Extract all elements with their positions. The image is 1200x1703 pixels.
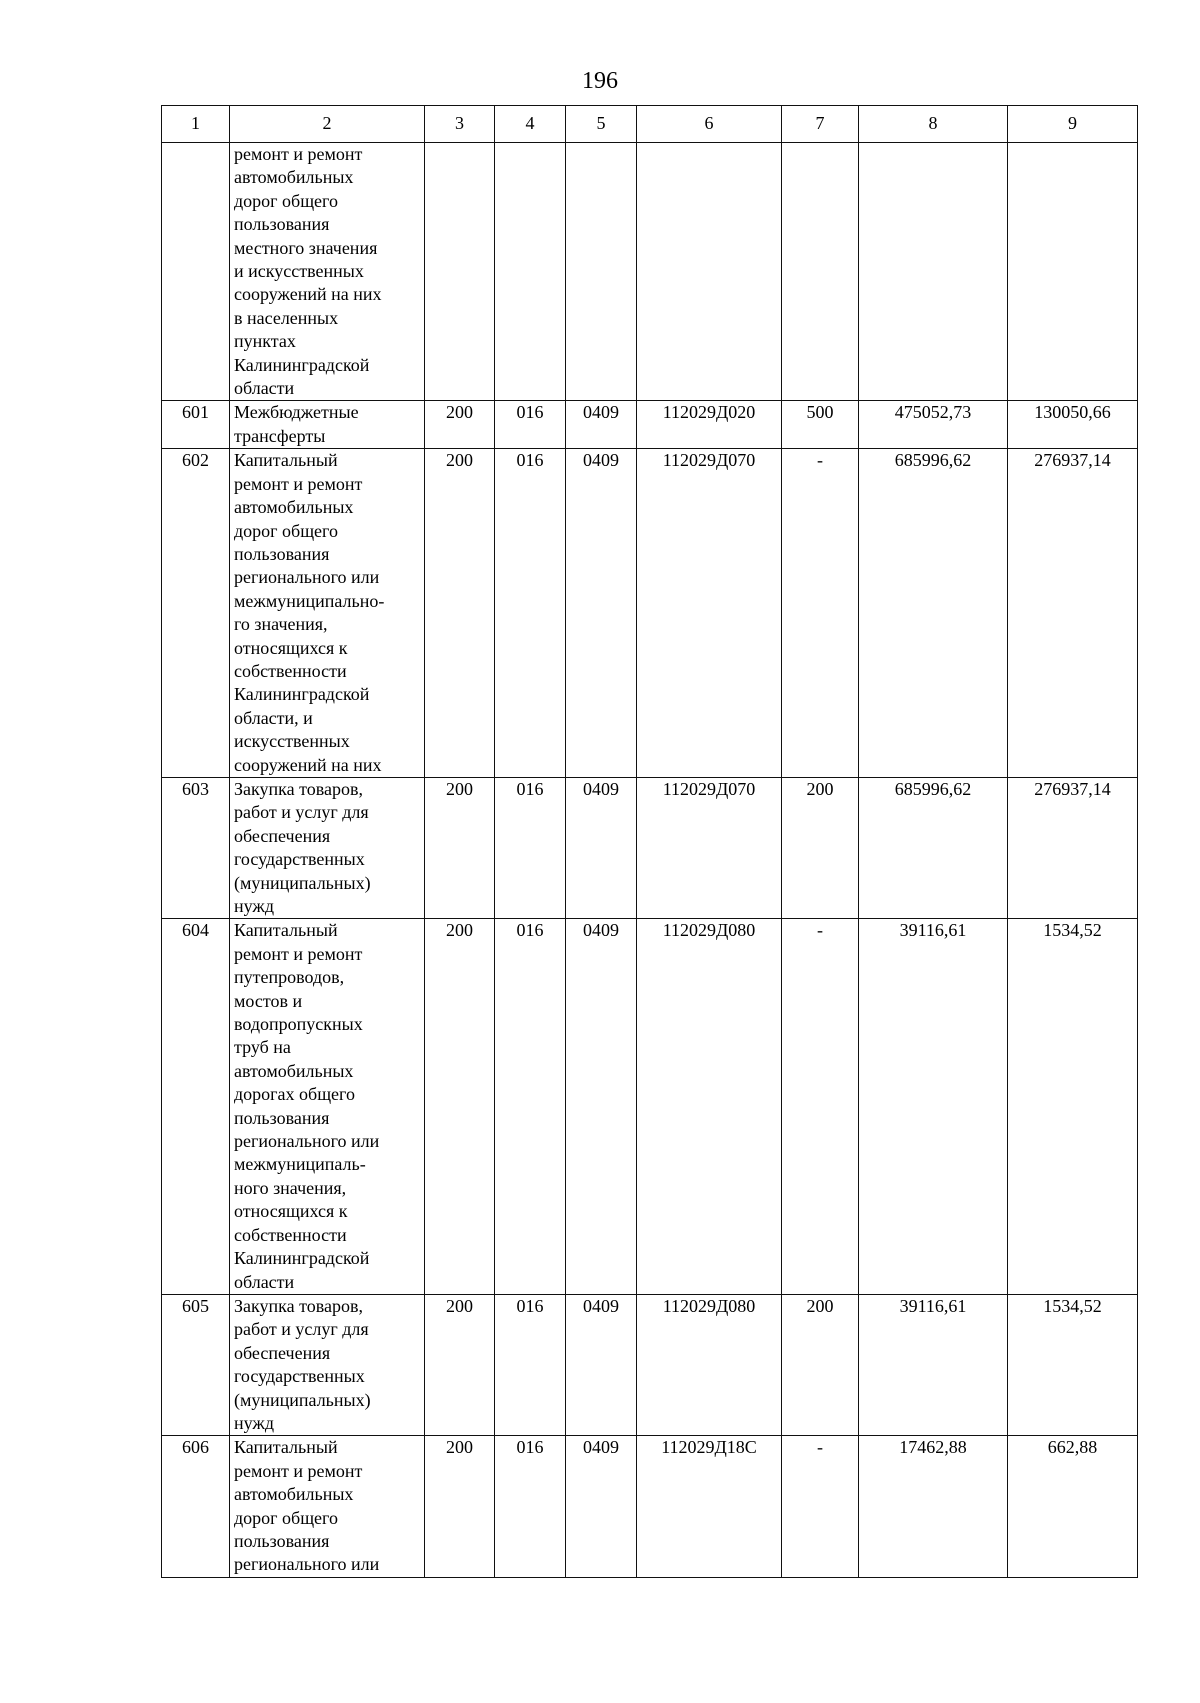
- code-cell: 200: [425, 1436, 495, 1577]
- description-line: Закупка товаров,: [234, 778, 363, 799]
- expense-type-cell: -: [782, 919, 859, 1295]
- table-row: [162, 143, 1138, 401]
- expense-type-cell: -: [782, 449, 859, 778]
- target-code-cell: 112029Д070: [637, 777, 782, 918]
- table-row: [162, 401, 1138, 449]
- description-line: дорогах общего: [234, 1084, 355, 1105]
- section-cell: 0409: [566, 919, 637, 1295]
- code-cell: 016: [495, 777, 566, 918]
- table-header-row: [162, 106, 1138, 143]
- code-cell: 016: [495, 919, 566, 1295]
- description-line: сооружений на них: [234, 754, 382, 775]
- code-cell: 016: [495, 401, 566, 449]
- column-header: 2: [230, 106, 425, 143]
- section-cell: 0409: [566, 777, 637, 918]
- description-line: Закупка товаров,: [234, 1295, 363, 1316]
- section-cell: 0409: [566, 1294, 637, 1435]
- description-line: автомобильных: [234, 1060, 354, 1081]
- amount-cell: 475052,73: [859, 401, 1008, 449]
- row-number-cell: 604: [162, 919, 230, 1295]
- code-cell: [495, 143, 566, 401]
- description-line: трансферты: [234, 425, 326, 446]
- description-cell: [230, 1436, 425, 1577]
- description-line: автомобильных: [234, 497, 354, 518]
- table-row: [162, 449, 1138, 778]
- code-cell: [425, 143, 495, 401]
- code-cell: 200: [425, 401, 495, 449]
- description-line: межмуниципаль-: [234, 1154, 366, 1175]
- amount-cell: 276937,14: [1008, 777, 1138, 918]
- description-line: работ и услуг для: [234, 802, 369, 823]
- table-row: [162, 919, 1138, 1295]
- description-cell: [230, 777, 425, 918]
- description-line: труб на: [234, 1037, 291, 1058]
- description-cell: [230, 401, 425, 449]
- table-row: [162, 777, 1138, 918]
- code-cell: 016: [495, 449, 566, 778]
- description-line: Калининградской: [234, 684, 370, 705]
- description-line: работ и услуг для: [234, 1319, 369, 1340]
- column-header: 8: [859, 106, 1008, 143]
- description-cell: [230, 143, 425, 401]
- description-line: ремонт и ремонт: [234, 144, 363, 164]
- description-line: государственных: [234, 849, 365, 870]
- description-line: ремонт и ремонт: [234, 473, 363, 494]
- section-cell: 0409: [566, 1436, 637, 1577]
- column-header: 1: [162, 106, 230, 143]
- section-cell: [566, 143, 637, 401]
- description-line: межмуниципально-: [234, 590, 385, 611]
- page-number: 196: [582, 68, 618, 94]
- code-cell: 200: [425, 919, 495, 1295]
- description-line: местного значения: [234, 237, 378, 258]
- row-number-cell: 605: [162, 1294, 230, 1435]
- table-row: [162, 1294, 1138, 1435]
- amount-cell: 130050,66: [1008, 401, 1138, 449]
- code-cell: 200: [425, 777, 495, 918]
- description-line: относящихся к: [234, 637, 348, 658]
- description-line: обеспечения: [234, 825, 331, 846]
- section-cell: 0409: [566, 449, 637, 778]
- description-line: области, и: [234, 707, 313, 728]
- target-code-cell: 112029Д080: [637, 919, 782, 1295]
- description-line: водопропускных: [234, 1014, 363, 1035]
- code-cell: 016: [495, 1294, 566, 1435]
- description-line: пользования: [234, 214, 330, 235]
- column-header: 9: [1008, 106, 1138, 143]
- description-line: ремонт и ремонт: [234, 943, 363, 964]
- description-line: ного значения,: [234, 1177, 347, 1198]
- description-line: собственности: [234, 1224, 347, 1245]
- description-line: путепроводов,: [234, 967, 345, 988]
- row-number-cell: 603: [162, 777, 230, 918]
- description-line: Межбюджетные: [234, 402, 359, 423]
- description-line: Калининградской: [234, 354, 370, 375]
- description-line: автомобильных: [234, 1484, 354, 1505]
- column-header: 6: [637, 106, 782, 143]
- amount-cell: 17462,88: [859, 1436, 1008, 1577]
- description-line: дорог общего: [234, 1507, 338, 1528]
- row-number-cell: 601: [162, 401, 230, 449]
- description-line: автомобильных: [234, 167, 354, 188]
- target-code-cell: 112029Д020: [637, 401, 782, 449]
- amount-cell: 685996,62: [859, 777, 1008, 918]
- column-header: 3: [425, 106, 495, 143]
- description-line: ремонт и ремонт: [234, 1460, 363, 1481]
- description-cell: [230, 919, 425, 1295]
- column-header: 4: [495, 106, 566, 143]
- expense-type-cell: 200: [782, 777, 859, 918]
- amount-cell: [859, 143, 1008, 401]
- target-code-cell: [637, 143, 782, 401]
- description-line: пунктах: [234, 331, 296, 352]
- target-code-cell: 112029Д070: [637, 449, 782, 778]
- description-line: нужд: [234, 896, 274, 916]
- column-header: 7: [782, 106, 859, 143]
- row-number-cell: [162, 143, 230, 401]
- description-line: области: [234, 1271, 295, 1292]
- column-header: 5: [566, 106, 637, 143]
- description-line: обеспечения: [234, 1342, 331, 1363]
- expense-type-cell: 200: [782, 1294, 859, 1435]
- amount-cell: 39116,61: [859, 1294, 1008, 1435]
- row-number-cell: 606: [162, 1436, 230, 1577]
- amount-cell: 1534,52: [1008, 1294, 1138, 1435]
- description-line: (муниципальных): [234, 1389, 371, 1410]
- description-cell: [230, 1294, 425, 1435]
- description-cell: [230, 449, 425, 778]
- expense-type-cell: -: [782, 1436, 859, 1577]
- description-line: го значения,: [234, 614, 328, 635]
- description-line: относящихся к: [234, 1201, 348, 1222]
- expense-type-cell: 500: [782, 401, 859, 449]
- expense-type-cell: [782, 143, 859, 401]
- code-cell: 200: [425, 449, 495, 778]
- description-line: собственности: [234, 660, 347, 681]
- description-line: и искусственных: [234, 261, 364, 282]
- description-line: регионального или: [234, 1554, 380, 1575]
- code-cell: 200: [425, 1294, 495, 1435]
- description-line: в населенных: [234, 307, 339, 328]
- amount-cell: [1008, 143, 1138, 401]
- amount-cell: 39116,61: [859, 919, 1008, 1295]
- description-line: нужд: [234, 1412, 274, 1433]
- row-number-cell: 602: [162, 449, 230, 778]
- amount-cell: 685996,62: [859, 449, 1008, 778]
- description-line: пользования: [234, 1107, 330, 1128]
- table-row: [162, 1436, 1138, 1577]
- code-cell: 016: [495, 1436, 566, 1577]
- description-line: дорог общего: [234, 190, 338, 211]
- target-code-cell: 112029Д080: [637, 1294, 782, 1435]
- description-line: регионального или: [234, 1131, 380, 1152]
- table-body: [162, 143, 1138, 1578]
- description-line: дорог общего: [234, 520, 338, 541]
- description-line: регионального или: [234, 567, 380, 588]
- description-line: пользования: [234, 1530, 330, 1551]
- target-code-cell: 112029Д18С: [637, 1436, 782, 1577]
- amount-cell: 662,88: [1008, 1436, 1138, 1577]
- description-line: сооружений на них: [234, 284, 382, 305]
- amount-cell: 1534,52: [1008, 919, 1138, 1295]
- description-line: области: [234, 378, 295, 399]
- description-line: Капитальный: [234, 920, 338, 941]
- description-line: Калининградской: [234, 1248, 370, 1269]
- description-line: искусственных: [234, 731, 350, 752]
- description-line: мостов и: [234, 990, 303, 1011]
- amount-cell: 276937,14: [1008, 449, 1138, 778]
- description-line: государственных: [234, 1366, 365, 1387]
- description-line: Капитальный: [234, 450, 338, 471]
- budget-table: [161, 105, 1138, 1578]
- section-cell: 0409: [566, 401, 637, 449]
- description-line: (муниципальных): [234, 872, 371, 893]
- description-line: пользования: [234, 543, 330, 564]
- description-line: Капитальный: [234, 1437, 338, 1458]
